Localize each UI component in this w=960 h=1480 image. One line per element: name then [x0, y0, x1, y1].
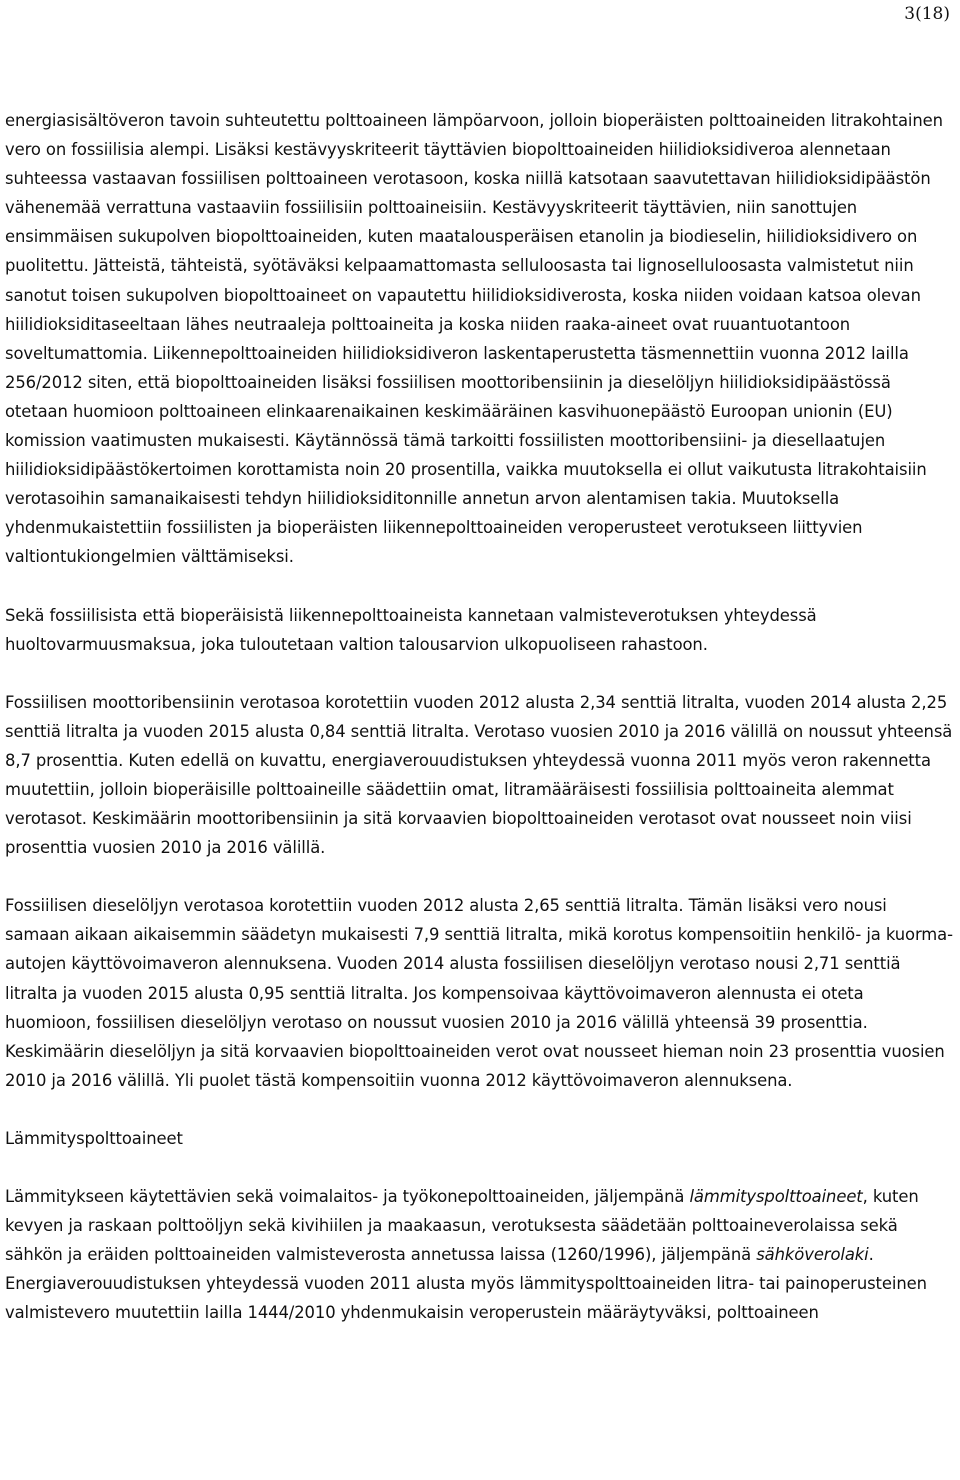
heating-fuels-text-1: Lämmitykseen käytettävien sekä voimalaitos- ja työkonepolttoaineiden, jäljempänä: [5, 1187, 690, 1206]
page-number: 3(18): [904, 4, 950, 24]
heating-fuels-text-2: , kuten kevyen ja raskaan polttoöljyn sekä kivihiilen ja maakaasun, verotuksesta säädetään polttoaineverolaissa sekä sähkön ja eräiden polttoaineiden valmisteverosta annetussa laissa (1260/1996), jäljempänä: [5, 1187, 919, 1265]
section-heading: Lämmityspolttoaineet: [5, 1128, 183, 1148]
paragraph-security-of-supply-fee: Sekä fossiilisista että bioperäisistä liikennepolttoaineista kannetaan valmisteverotuksen yhteydessä huoltovarmuusmaksua, joka tuloutetaan valtion talousarvion ulkopuoliseen rahastoon.: [5, 605, 817, 654]
term-electricity-tax-act: sähköverolaki: [756, 1245, 869, 1265]
term-heating-fuels: lämmityspolttoaineet: [689, 1187, 863, 1206]
paragraph-heating-fuels: [5, 1182, 954, 1327]
paragraph-biofuel-tax: energiasisältöveron tavoin suhteutettu polttoaineen lämpöarvoon, jolloin bioperäisten polttoaineiden litrakohtainen vero on fossiilisia alempi. Lisäksi kestävyyskriteerit täyttävien biopolttoaineiden hiilidioksidiveroa alennetaan suhteessa vastaavan fossiilisen polttoaineen verotasoon, koska niillä katsotaan saavutettavan hiilidioksidipäästön vähenemää verrattuna vastaaviin fossiilisiin polttoaineisiin. Kestävyyskriteerit täyttävien, niin sanottujen ensimmäisen sukupolven biopolttoaineiden, kuten maatalousperäisen etanolin ja biodieselin, hiilidioksidivero on puolitettu. Jätteistä, tähteistä, syötäväksi kelpaamattomasta selluloosasta tai lignoselluloosasta valmistetut niin sanotut toisen sukupolven biopolttoaineet on vapautettu hiilidioksidiverosta, koska niiden voidaan katsoa olevan hiilidioksiditaseeltaan lähes neutraaleja polttoaineita ja koska niiden raaka-aineet ovat ruuantuotantoon soveltumattomia. Liikennepolttoaineiden hiilidioksidiveron laskentaperustetta täsmennettiin vuonna 2012 lailla 256/2012 siten, että biopolttoaineiden lisäksi fossiilisen moottoribensiinin ja dieselöljyn hiilidioksidipäästössä otetaan huomioon polttoaineen elinkaarenaikainen keskimääräinen kasvihuonepäästö Euroopan unionin (EU) komission vaatimusten mukaisesti. Käytännössä tämä tarkoitti fossiilisten moottoribensiini- ja diesellaatujen hiilidioksidipäästökertoimen korottamista noin 20 prosentilla, vaikka muutoksella ei ollut vaikutusta litrakohtaisiin verotasoihin samanaikaisesti tehdyn hiilidioksiditonnille annetun arvon alentamisen takia. Muutoksella yhdenmukaistettiin fossiilisten ja bioperäisten liikennepolttoaineiden veroperusteet verotukseen liittyvien valtiontukiongelmien välttämiseksi.: [5, 111, 943, 567]
document-body: [5, 106, 954, 1356]
paragraph-gasoline-tax: Fossiilisen moottoribensiinin verotasoa korotettiin vuoden 2012 alusta 2,34 senttiä litralta, vuoden 2014 alusta 2,25 senttiä litralta ja vuoden 2015 alusta 0,84 senttiä litralta. Verotaso vuosien 2010 ja 2016 välillä on noussut yhteensä 8,7 prosenttia. Kuten edellä on kuvattu, energiaverouudistuksen yhteydessä vuonna 2011 myös veron rakennetta muutettiin, jolloin bioperäisille polttoaineille säädettiin omat, litramääräisesti fossiilisia polttoaineita alemmat verotasot. Keskimäärin moottoribensiinin ja sitä korvaavien biopolttoaineiden verotasot ovat nousseet noin viisi prosenttia vuosien 2010 ja 2016 välillä.: [5, 692, 953, 858]
heating-fuels-text-3: . Energiaverouudistuksen yhteydessä vuoden 2011 alusta myös lämmityspolttoaineiden litra- tai painoperusteinen valmistevero muutettiin lailla 1444/2010 yhdenmukaisin veroperustein määräytyväksi, polttoaineen: [5, 1245, 927, 1323]
paragraph-diesel-tax: Fossiilisen dieselöljyn verotasoa korotettiin vuoden 2012 alusta 2,65 senttiä litralta. Tämän lisäksi vero nousi samaan aikaan aikaisemmin säädetyn mukaisesti 7,9 senttiä litralta, mikä korotus kompensoitiin henkilö- ja kuorma-autojen käyttövoimaveron alennuksena. Vuoden 2014 alusta fossiilisen dieselöljyn verotaso nousi 2,71 senttiä litralta ja vuoden 2015 alusta 0,95 senttiä litralta. Jos kompensoivaa käyttövoimaveron alennusta ei oteta huomioon, fossiilisen dieselöljyn verotaso on noussut vuosien 2010 ja 2016 välillä yhteensä 39 prosenttia. Keskimäärin dieselöljyn ja sitä korvaavien biopolttoaineiden verot ovat nousseet hieman noin 23 prosenttia vuosien 2010 ja 2016 välillä. Yli puolet tästä kompensoitiin vuonna 2012 käyttövoimaveron alennuksena.: [5, 896, 953, 1090]
